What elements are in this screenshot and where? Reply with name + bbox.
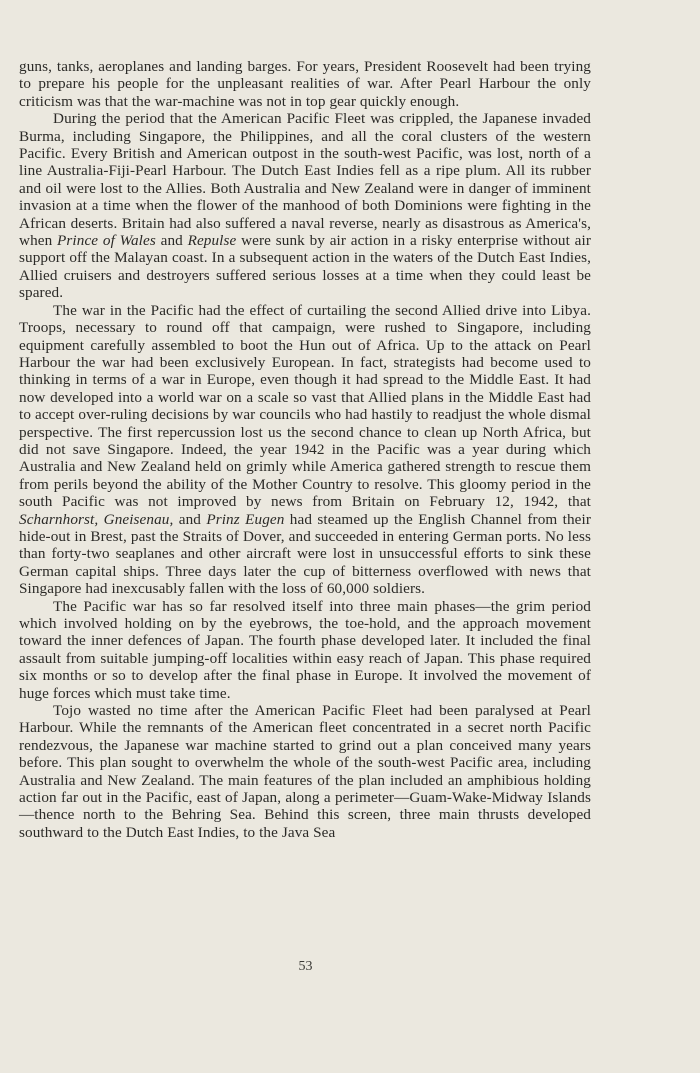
text-run: guns, tanks, aeroplanes and landing barges. For years, President Roosevelt had been trying to prepare his people for the unpleasant realities of war. After Pearl Harbour the only criticism was that the war-machine was not in top gear quickly enough. (19, 58, 591, 110)
text-run: and (173, 510, 207, 528)
italic-text: Prince of Wales (57, 232, 156, 250)
text-run: and (155, 232, 188, 250)
paragraph (19, 110, 591, 301)
body-text (19, 58, 591, 841)
text-run: were sunk by air action in a risky enterprise without air support off the Malayan coast. In a subsequent action in the waters of the Dutch East Indies, Allied cruisers and destroyers suffered serious losses at a time when they could least be spared. (19, 232, 591, 302)
text-run: The Pacific war has so far resolved itself into three main phases—the grim period which involved holding on by the eyebrows, the toe-hold, and the approach movement toward the inner defences of Japan. The fourth phase developed later. It included the final assault from suitable jumping-off localities within easy reach of Japan. This phase required six months or so to develop after the final phase in Europe. It involved the movement of huge forces which must take time. (19, 597, 591, 702)
text-run: Tojo wasted no time after the American Pacific Fleet had been paralysed at Pearl Harbour. While the remnants of the American fleet concentrated in a secret north Pacific rendezvous, the Japanese war machine started to grind out a plan conceived many years before. This plan sought to overwhelm the whole of the south-west Pacific area, including Australia and New Zealand. The main features of the plan included an amphibious holding action far out in the Pacific, east of Japan, along a perimeter—Guam-Wake-Midway Islands—thence north to the Behring Sea. Behind this screen, three main thrusts developed southward to the Dutch East Indies, to the Java Sea (19, 702, 591, 841)
paragraph (19, 598, 591, 702)
paragraph (19, 702, 591, 841)
text-run: The war in the Pacific had the effect of curtailing the second Allied drive into Libya. Troops, necessary to round off that campaign, were rushed to Singapore, including equipment carefully assembled to boot the Hun out of Africa. Up to the attack on Pearl Harbour the war had been exclusively European. In fact, strategists had become used to thinking in terms of a war in Europe, even though it had spread to the Middle East. It had now developed into a world war on a scale so vast that Allied plans in the Middle East had to accept over-ruling decisions by war councils who had hastily to readjust the whole dismal perspective. The first repercussion lost us the second chance to clean up North Africa, but did not save Singapore. Indeed, the year 1942 in the Pacific was a year during which Australia and New Zealand held on grimly while America gathered strength to rescue them from perils beyond the ability of the Mother Country to resolve. This gloomy period in the south Pacific was not improved by news from Britain on February 12, 1942, that (19, 301, 591, 511)
italic-text: Prinz Eugen (206, 510, 285, 528)
text-run: During the period that the American Pacific Fleet was crippled, the Japanese invaded Burma, including Singapore, the Philippines, and all the coral clusters of the western Pacific. Every British and American outpost in the south-west Pacific, was lost, north of a line Australia-Fiji-Pearl Harbour. The Dutch East Indies fell as a ripe plum. All its rubber and oil were lost to the Allies. Both Australia and New Zealand were in danger of imminent invasion at a time when the flower of the manhood of both Dominions were fighting in the African deserts. Britain had also suffered a naval reverse, nearly as disastrous as America's, when (19, 110, 591, 250)
page-number: 53 (298, 959, 313, 974)
paragraph (19, 58, 591, 110)
italic-text: Scharnhorst, Gneisenau, (19, 510, 174, 528)
italic-text: Repulse (187, 232, 237, 250)
paragraph (19, 302, 591, 598)
text-run: had steamed up the English Channel from their hide-out in Brest, past the Straits of Dover, and succeeded in entering German ports. No less than forty-two seaplanes and other aircraft were lost in unsuccessful efforts to sink these German capital ships. Three days later the cup of bitterness overflowed with news that Singapore had inexcusably fallen with the loss of 60,000 soldiers. (19, 510, 591, 598)
